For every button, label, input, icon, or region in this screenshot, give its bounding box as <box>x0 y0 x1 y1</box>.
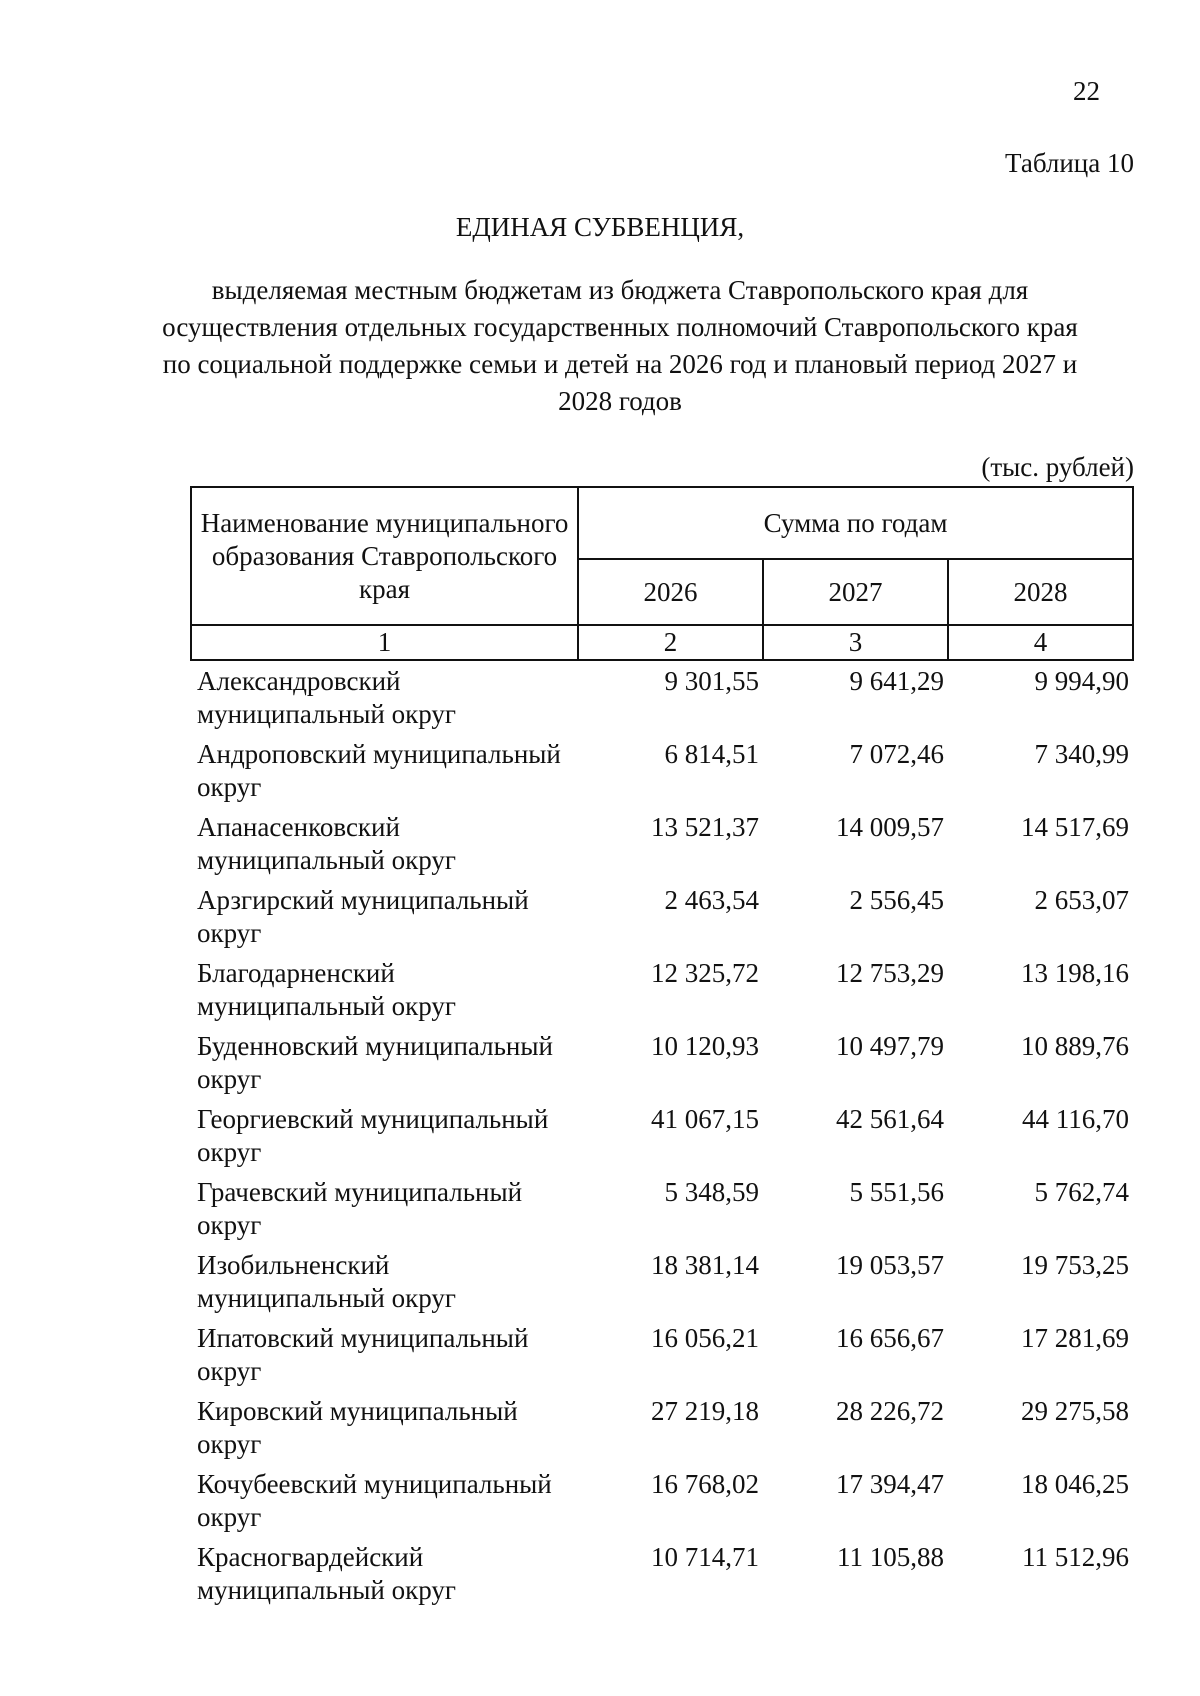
value-2027: 9 641,29 <box>849 666 944 696</box>
header-year-2028: 2028 <box>948 559 1133 625</box>
table-row <box>191 1391 1133 1464</box>
value-2026: 6 814,51 <box>664 739 760 769</box>
column-number: 3 <box>763 625 948 660</box>
value-2028: 7 340,99 <box>1034 739 1129 769</box>
value-2027: 11 105,88 <box>837 1542 944 1572</box>
municipality-name: Изобильненский муниципальный округ <box>197 1250 456 1313</box>
units-label: (тыс. рублей) <box>981 452 1134 482</box>
table-row <box>191 1172 1133 1245</box>
page-number: 22 <box>1073 76 1100 106</box>
municipality-name: Апанасенковский муниципальный округ <box>197 812 456 875</box>
value-2027: 2 556,45 <box>849 885 944 915</box>
value-2026: 10 120,93 <box>651 1031 760 1061</box>
table-row <box>191 953 1133 1026</box>
value-2027: 12 753,29 <box>836 958 944 988</box>
municipality-name: Благодарненский муниципальный округ <box>197 958 456 1021</box>
municipality-name: Ипатовский муниципальный округ <box>197 1323 529 1386</box>
table-row <box>191 1026 1133 1099</box>
value-2028: 5 762,74 <box>1034 1177 1129 1207</box>
value-2028: 17 281,69 <box>1021 1323 1129 1353</box>
table-label: Таблица 10 <box>1005 148 1134 178</box>
value-2026: 41 067,15 <box>651 1104 760 1134</box>
table-body <box>191 660 1133 1610</box>
table-row <box>191 660 1133 734</box>
municipality-name: Кировский муниципальный округ <box>197 1396 518 1459</box>
value-2028: 11 512,96 <box>1022 1542 1129 1572</box>
table-row <box>191 1318 1133 1391</box>
header-municipality: Наименование муниципального образования Ставропольского края <box>191 487 578 625</box>
municipality-name: Арзгирский муниципальный округ <box>197 885 529 948</box>
value-2028: 10 889,76 <box>1021 1031 1129 1061</box>
column-number: 2 <box>578 625 763 660</box>
municipality-name: Красногвардейский муниципальный округ <box>197 1542 456 1605</box>
value-2027: 28 226,72 <box>836 1396 944 1426</box>
municipality-name: Георгиевский муниципальный округ <box>197 1104 549 1167</box>
value-2026: 10 714,71 <box>651 1542 760 1572</box>
value-2028: 9 994,90 <box>1034 666 1129 696</box>
value-2028: 19 753,25 <box>1021 1250 1129 1280</box>
municipality-name: Буденновский муниципальный округ <box>197 1031 553 1094</box>
header-year-2026: 2026 <box>578 559 763 625</box>
value-2027: 17 394,47 <box>836 1469 944 1499</box>
value-2027: 7 072,46 <box>849 739 944 769</box>
table-row <box>191 1537 1133 1610</box>
municipality-name: Андроповский муниципальный округ <box>197 739 561 802</box>
document-subtitle: выделяемая местным бюджетам из бюджета Ставропольского края для осуществления отдельных государственных полномочий Ставропольского края по социальной поддержке семьи и детей на 2026 год и плановый период 2027 и 2028 годов <box>162 275 1078 416</box>
value-2028: 44 116,70 <box>1022 1104 1129 1134</box>
table-row <box>191 1464 1133 1537</box>
value-2027: 10 497,79 <box>836 1031 944 1061</box>
value-2026: 2 463,54 <box>664 885 760 915</box>
column-number: 4 <box>948 625 1133 660</box>
table-row <box>191 1099 1133 1172</box>
value-2027: 5 551,56 <box>849 1177 944 1207</box>
value-2028: 14 517,69 <box>1021 812 1129 842</box>
header-sum-by-years: Сумма по годам <box>578 487 1133 559</box>
value-2026: 16 056,21 <box>651 1323 760 1353</box>
column-number: 1 <box>191 625 578 660</box>
value-2026: 16 768,02 <box>651 1469 760 1499</box>
header-year-2027: 2027 <box>763 559 948 625</box>
table-row <box>191 807 1133 880</box>
value-2026: 18 381,14 <box>651 1250 760 1280</box>
value-2028: 18 046,25 <box>1021 1469 1129 1499</box>
value-2027: 42 561,64 <box>836 1104 944 1134</box>
municipality-name: Кочубеевский муниципальный округ <box>197 1469 552 1532</box>
value-2028: 13 198,16 <box>1021 958 1129 988</box>
value-2028: 29 275,58 <box>1021 1396 1129 1426</box>
value-2026: 12 325,72 <box>651 958 760 988</box>
value-2027: 19 053,57 <box>836 1250 944 1280</box>
value-2027: 14 009,57 <box>836 812 944 842</box>
value-2027: 16 656,67 <box>836 1323 944 1353</box>
table-row <box>191 734 1133 807</box>
municipality-name: Александровский муниципальный округ <box>197 666 456 729</box>
subvention-table <box>190 486 1134 1610</box>
value-2026: 13 521,37 <box>651 812 760 842</box>
value-2026: 5 348,59 <box>664 1177 760 1207</box>
municipality-name: Грачевский муниципальный округ <box>197 1177 523 1240</box>
value-2026: 27 219,18 <box>651 1396 760 1426</box>
value-2026: 9 301,55 <box>664 666 760 696</box>
table-row <box>191 880 1133 953</box>
document-title: ЕДИНАЯ СУБВЕНЦИЯ, <box>455 212 745 242</box>
value-2028: 2 653,07 <box>1034 885 1129 915</box>
table-row <box>191 1245 1133 1318</box>
